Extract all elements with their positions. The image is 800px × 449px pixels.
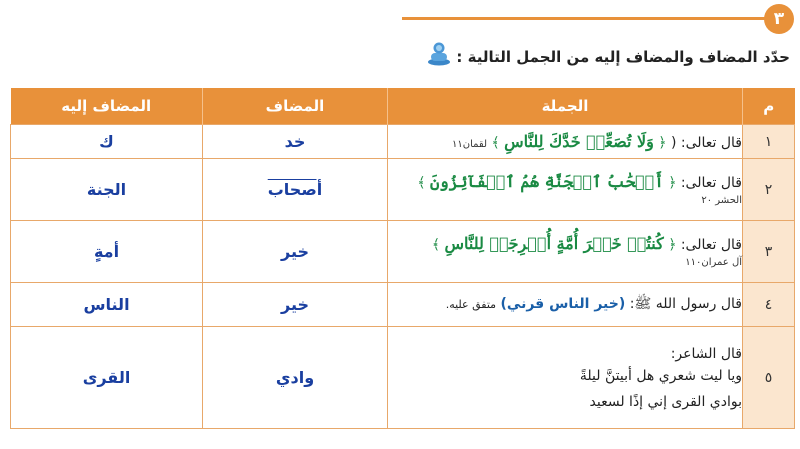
mudaf-answer: أصحاب xyxy=(267,180,323,199)
mudaf-answer: وادي xyxy=(203,327,388,429)
row-number: ٥ xyxy=(743,327,795,429)
row-number: ١ xyxy=(743,125,795,159)
row-number: ٤ xyxy=(743,283,795,327)
quran-quote: أَصۡحَٰبُ ٱلۡجَنَّةِ هُمُ ٱلۡفَآئِزُونَ xyxy=(430,172,664,191)
header-mudaf: المضاف xyxy=(203,88,388,125)
mudaf-answer-cell xyxy=(203,159,388,221)
surah-reference: لقمان١١ xyxy=(451,139,488,150)
quran-close-brace: ﴾ xyxy=(491,135,500,151)
surah-reference: الحشر ٢٠ xyxy=(701,195,742,206)
quran-close-brace: ﴾ xyxy=(417,175,426,191)
exercise-table xyxy=(10,88,795,429)
quran-open-brace: ﴿ xyxy=(668,175,677,191)
surah-reference: آل عمران١١٠ xyxy=(685,257,742,268)
table-row xyxy=(11,283,795,327)
table-row xyxy=(11,159,795,221)
sentence-intro: قال الشاعر: xyxy=(670,345,742,362)
mudaf-ilayh-answer: ك xyxy=(11,125,203,159)
table-row xyxy=(11,221,795,283)
header-sentence: الجملة xyxy=(388,88,743,125)
mudaf-answer: خير xyxy=(203,221,388,283)
sentence-cell xyxy=(388,283,743,327)
mudaf-ilayh-answer: القرى xyxy=(11,327,203,429)
sentence-intro: قال رسول الله ﷺ: xyxy=(629,295,742,312)
table-row xyxy=(11,125,795,159)
quran-close-brace: ﴾ xyxy=(431,237,441,253)
row-number: ٢ xyxy=(743,159,795,221)
sentence-intro: قال تعالى: ( xyxy=(670,135,742,151)
student-icon xyxy=(426,40,452,66)
sentence-cell xyxy=(388,125,743,159)
header-rule xyxy=(402,17,774,20)
header-num: م xyxy=(743,88,795,125)
mudaf-ilayh-answer: الجنة xyxy=(11,159,203,221)
sentence-intro: قال تعالى: xyxy=(680,237,742,253)
header-mudaf-ilayh: المضاف إليه xyxy=(11,88,203,125)
exercise-instruction: حدّد المضاف والمضاف إليه من الجمل التالية : xyxy=(456,48,790,66)
mudaf-ilayh-answer: الناس xyxy=(11,283,203,327)
sentence-cell xyxy=(388,327,743,429)
sentence-intro: قال تعالى: xyxy=(680,175,742,191)
hadith-note: متفق عليه. xyxy=(445,297,497,311)
mudaf-answer: خير xyxy=(203,283,388,327)
mudaf-ilayh-answer: أمةٍ xyxy=(11,221,203,283)
quran-quote: كُنتُمۡ خَيۡرَ أُمَّةٍ أُخۡرِجَتۡ لِلنَّاسِ xyxy=(444,234,664,253)
exercise-number-badge: ٣ xyxy=(764,4,794,34)
quran-open-brace: ﴿ xyxy=(658,135,667,151)
table-header-row xyxy=(11,88,795,125)
quran-open-brace: ﴿ xyxy=(668,237,677,253)
hadith-quote: (خير الناس قرني) xyxy=(500,295,626,312)
sentence-cell xyxy=(388,159,743,221)
quran-quote: وَلَا تُصَعِّرۡ خَدَّكَ لِلنَّاسِ xyxy=(504,132,654,151)
poem-line-2: بوادي القرى إني إذًا لسعيد xyxy=(589,393,742,410)
sentence-cell xyxy=(388,221,743,283)
row-number: ٣ xyxy=(743,221,795,283)
mudaf-answer: خد xyxy=(203,125,388,159)
poem-line-1: ويا ليت شعري هل أبيتنَّ ليلةً xyxy=(579,367,742,384)
table-row xyxy=(11,327,795,429)
